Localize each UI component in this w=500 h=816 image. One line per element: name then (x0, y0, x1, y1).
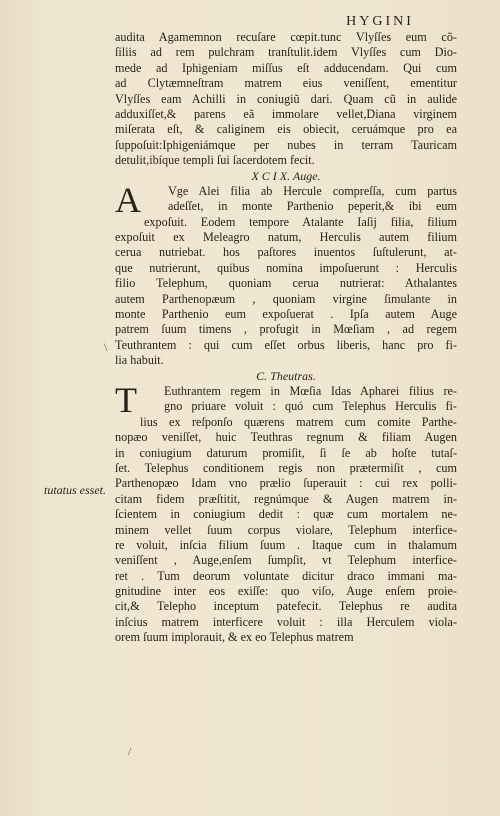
running-head: HYGINI (346, 14, 414, 29)
stray-mark: / (128, 744, 132, 758)
text-line: in coniugium daturum promiſit, ſi ſe ab hoſte tutaſ- (115, 445, 457, 460)
text-line: que nutrierunt, quibus nomina impoſuerunt : Herculis (115, 260, 457, 275)
section-heading-auge: X C I X. Auge. (251, 168, 321, 183)
text-line: ret . Tum deorum voluntate dicitur draco immani ma- (115, 568, 457, 583)
text-line: gnitudine inter eos exiſſe: quo viſo, Auge enſem proie- (115, 584, 457, 599)
text-block (115, 30, 457, 646)
text-line: Parthenopæo Idam vno prælio ſuperauit : cui rex polli- (115, 476, 457, 491)
text-line: gno priuare voluit : quó cum Telephus Herculis fi- (164, 399, 457, 414)
paragraph-auge (115, 179, 457, 369)
text-line: expoſuit. Eodem tempore Atalante Iaſij filia, filium (144, 214, 457, 229)
margin-note: tutatus esset. (44, 483, 106, 497)
paragraph-theutras (115, 379, 457, 646)
text-line: inſcius matrem interficere voluit : illa Herculem viola- (115, 614, 457, 629)
paragraph-iphigenia (115, 30, 457, 169)
text-line: ſiliis ad rem pulchram tranſtulit.idem Vlyſſes cum Dio- (115, 45, 457, 60)
text-line: cerua nutriebat. hos paſtores inuentos ſuſtulerunt, at- (115, 245, 457, 260)
stray-mark: \ (104, 340, 108, 354)
text-line: re voluit, inſcia filium ſuum . Itaque cum in thalamum (115, 537, 457, 552)
text-line: veniſſent , Auge,enſem ſumpſit, vt Telephum interfice- (115, 553, 457, 568)
text-line: audita Agamemnon recuſare cœpit.tunc Vlyſſes eum cõ- (115, 30, 457, 44)
text-line: patrem ſuum timens , profugit in Mœſiam , ad regem (115, 322, 457, 337)
text-line: orem ſuum implorauit, & ex eo Telephus matrem (115, 630, 354, 645)
text-line: ſuppoſuit:Iphigeniámque per nubes in terram Tauricam (115, 137, 457, 152)
text-line: mede ad Iphigeniam miſſus eſt adducendam. Qui cum (115, 60, 457, 75)
text-line: ſcientem in coniugium dedit : quæ cum mortalem ne- (115, 507, 457, 522)
text-line: minem vellet ſuum corpus violare, Telephum interfice- (115, 522, 457, 537)
text-line: lius ex reſponſo quærens matrem cum comite Parthe- (140, 414, 457, 429)
text-line: Vlyſſes eam Achilli in coniugiũ dari. Quam cũ in aulide (115, 91, 457, 106)
text-line: filio Telephum, quoniam cerua nutrierat: Athalantes (115, 276, 457, 291)
text-line: cit,& Telepho inceptum patefecit. Telephus re audita (115, 599, 457, 614)
text-line: adduxiſſet,& parens eã immolare vellet,Diana virginem (115, 106, 457, 121)
text-line: ad Clytæmneſtram matrem eius veniſſent, ementitur (115, 76, 457, 91)
text-line: adeſſet, in monte Parthenio peperit,& ibi eum (168, 199, 457, 214)
text-line: Euthrantem regem in Mœſia Idas Apharei filius re- (164, 383, 457, 398)
drop-cap: A (115, 179, 141, 220)
text-line: ſet. Telephus conditionem regis non prætermiſit , cum (115, 460, 457, 475)
text-line: miſerata eſt, & caliginem eis obiecit, ceruámque pro ea (115, 122, 457, 137)
text-line: Teuthrantem : qui cum eſſet orbus liberis, hanc pro fi- (115, 337, 457, 352)
section-heading-theutras: C. Theutras. (256, 368, 316, 383)
text-line: detulit,ibíque templi ſui ſacerdotem fecit. (115, 153, 315, 168)
text-line: lia habuit. (115, 353, 164, 368)
text-line: expoſuit ex Meleagro natum, Herculis autem filium (115, 230, 457, 245)
text-line: nopæo veniſſet, huic Teuthras regnum & filiam Augen (115, 430, 457, 445)
text-line: monte Parthenio eum expoſuerat . Ipſa autem Auge (115, 307, 457, 322)
drop-cap: T (115, 379, 137, 420)
text-line: Vge Alei filia ab Hercule compreſſa, cum partus (168, 183, 457, 198)
text-line: autem Parthenopæum , quoniam virgine ſimulante in (115, 291, 457, 306)
text-line: citam fidem præſtitit, regnúmque & Augen matrem in- (115, 491, 457, 506)
